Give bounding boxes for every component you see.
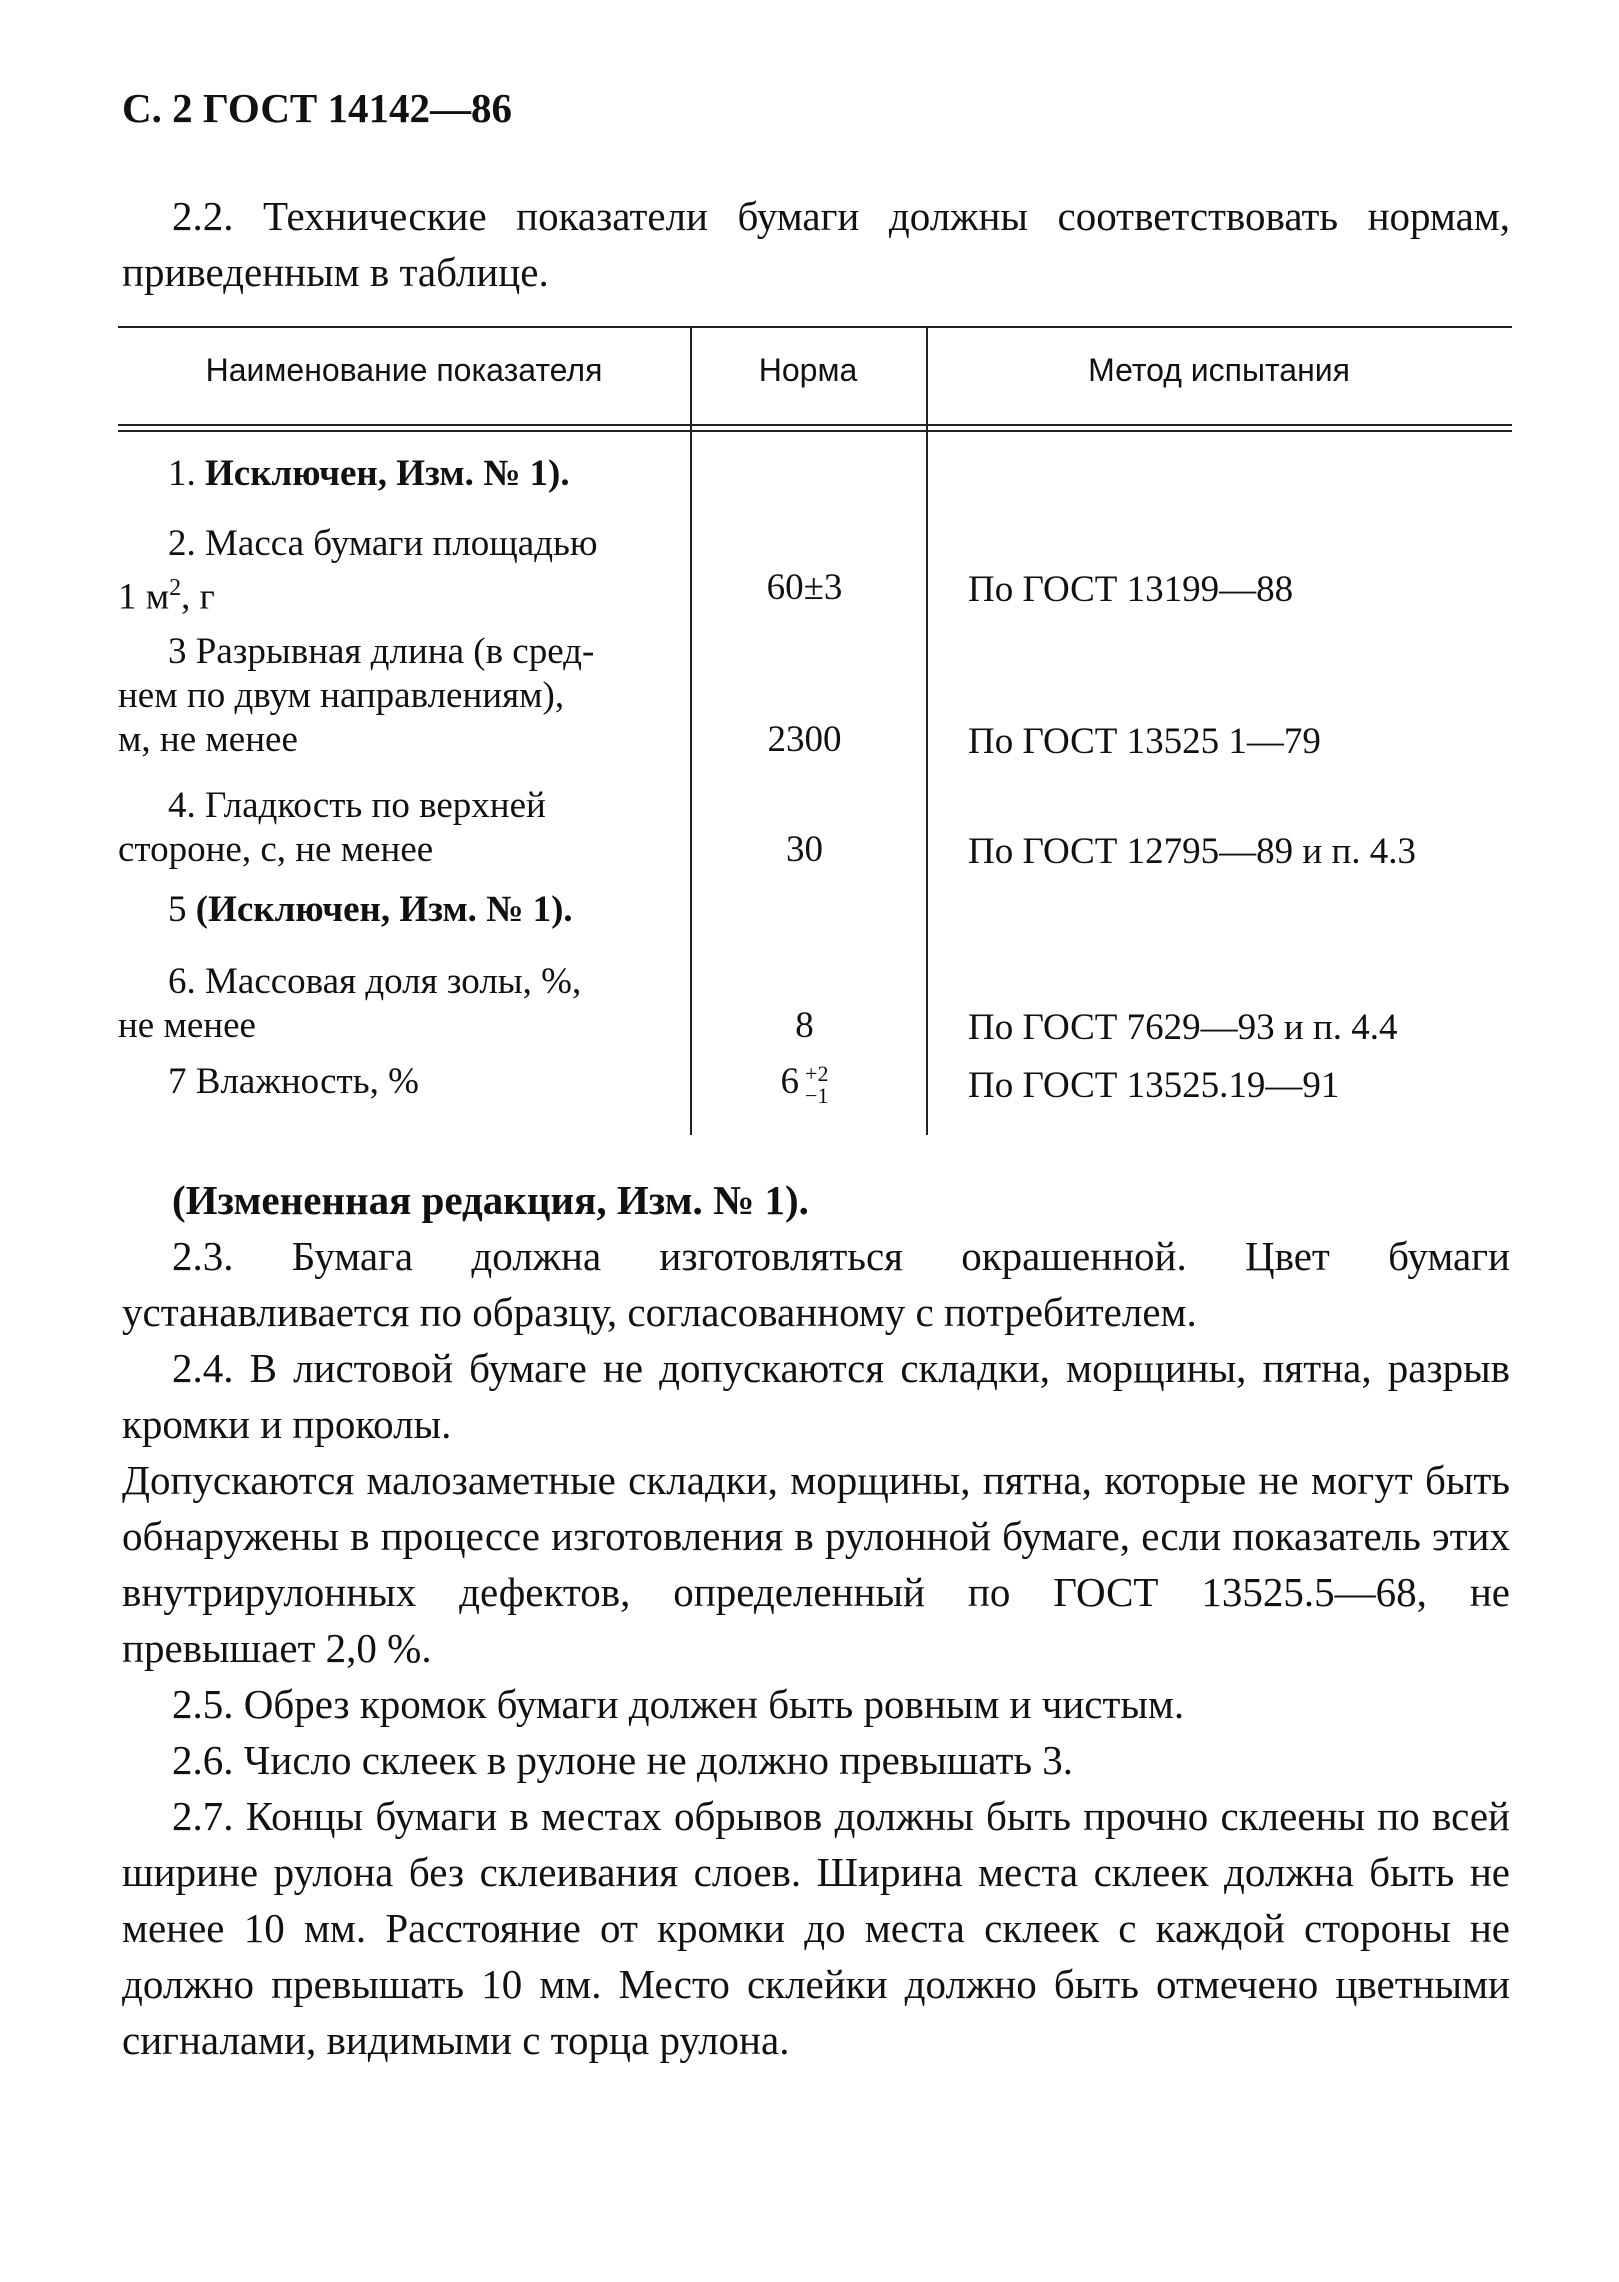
table-row-6-method: По ГОСТ 7629—93 и п. 4.4 <box>968 1007 1398 1048</box>
paragraph-2-3: 2.3. Бумага должна изготовляться окрашенной. Цвет бумаги устанавливается по образцу, согласованному с потребителем. <box>122 1233 1510 1335</box>
table-row-2-method: По ГОСТ 13199—88 <box>968 569 1294 610</box>
paragraph-2-2: 2.2. Технические показатели бумаги должны соответствовать нормам, приведенным в таблице. <box>122 193 1510 295</box>
table-row-7-name: 7 Влажность, % <box>168 1061 419 1102</box>
column-header-name: Наименование показателя <box>205 352 603 388</box>
table-row-4-norm: 30 <box>786 829 823 870</box>
table-row-7-norm: 6 +2 −1 <box>780 1060 829 1108</box>
column-header-norm: Норма <box>758 352 858 388</box>
table-row-6-name: 6. Массовая доля золы, %, не менее <box>118 961 582 1046</box>
indicators-table <box>118 318 1512 1135</box>
paragraph-2-7: 2.7. Концы бумаги в местах обрывов должны быть прочно склеены по всей ширине рулона без склеивания слоев. Ширина места склеек должна быть не менее 10 мм. Расстояние от кромки до места склеек с каждой стороны не должно превышать 10 мм. Место склейки должно быть отмечено цветными сигналами, видимыми с торца рулона. <box>122 1793 1510 2063</box>
table-header-rule <box>118 424 1512 426</box>
table-top-rule <box>118 326 1512 328</box>
table-header-rule-2 <box>118 430 1512 432</box>
table-row-5-name: 5 (Исключен, Изм. № 1). <box>168 889 573 930</box>
table-row-3-method: По ГОСТ 13525 1—79 <box>968 721 1321 762</box>
table-row-4-method: По ГОСТ 12795—89 и п. 4.3 <box>968 831 1416 872</box>
table-row-3-norm: 2300 <box>767 719 842 760</box>
page-header: С. 2 ГОСТ 14142—86 <box>122 85 513 131</box>
column-header-method: Метод испытания <box>1088 352 1350 388</box>
table-row-3-name: 3 Разрывная длина (в сред- нем по двум направлениям), м, не менее <box>118 631 595 760</box>
table-row-4-name: 4. Гладкость по верхней стороне, с, не менее <box>118 785 546 870</box>
table-row-2-norm: 60±3 <box>766 567 843 608</box>
table-row-6-norm: 8 <box>795 1005 814 1046</box>
paragraph-2-4-cont: Допускаются малозаметные складки, морщины, пятна, которые не могут быть обнаружены в процессе изготовления в рулонной бумаге, если показатель этих внутрирулонных дефектов, определенный по ГОСТ 13525.5—68, не превышает 2,0 %. <box>122 1457 1510 1671</box>
table-row-2-name: 2. Масса бумаги площадью 1 $м^2$, г <box>118 523 598 618</box>
changed-edition-note: (Измененная редакция, Изм. № 1). <box>172 1177 809 1223</box>
paragraph-2-4: 2.4. В листовой бумаге не допускаются складки, морщины, пятна, разрыв кромки и проколы. <box>122 1345 1510 1447</box>
paragraph-2-5: 2.5. Обрез кромок бумаги должен быть ровным и чистым. <box>172 1681 1185 1727</box>
table-row-7-method: По ГОСТ 13525.19—91 <box>968 1065 1340 1106</box>
table-column-divider-2 <box>926 326 928 1135</box>
table-row-1-name: 1. Исключен, Изм. № 1). <box>168 453 570 494</box>
paragraph-2-6: 2.6. Число склеек в рулоне не должно превышать 3. <box>172 1737 1074 1783</box>
